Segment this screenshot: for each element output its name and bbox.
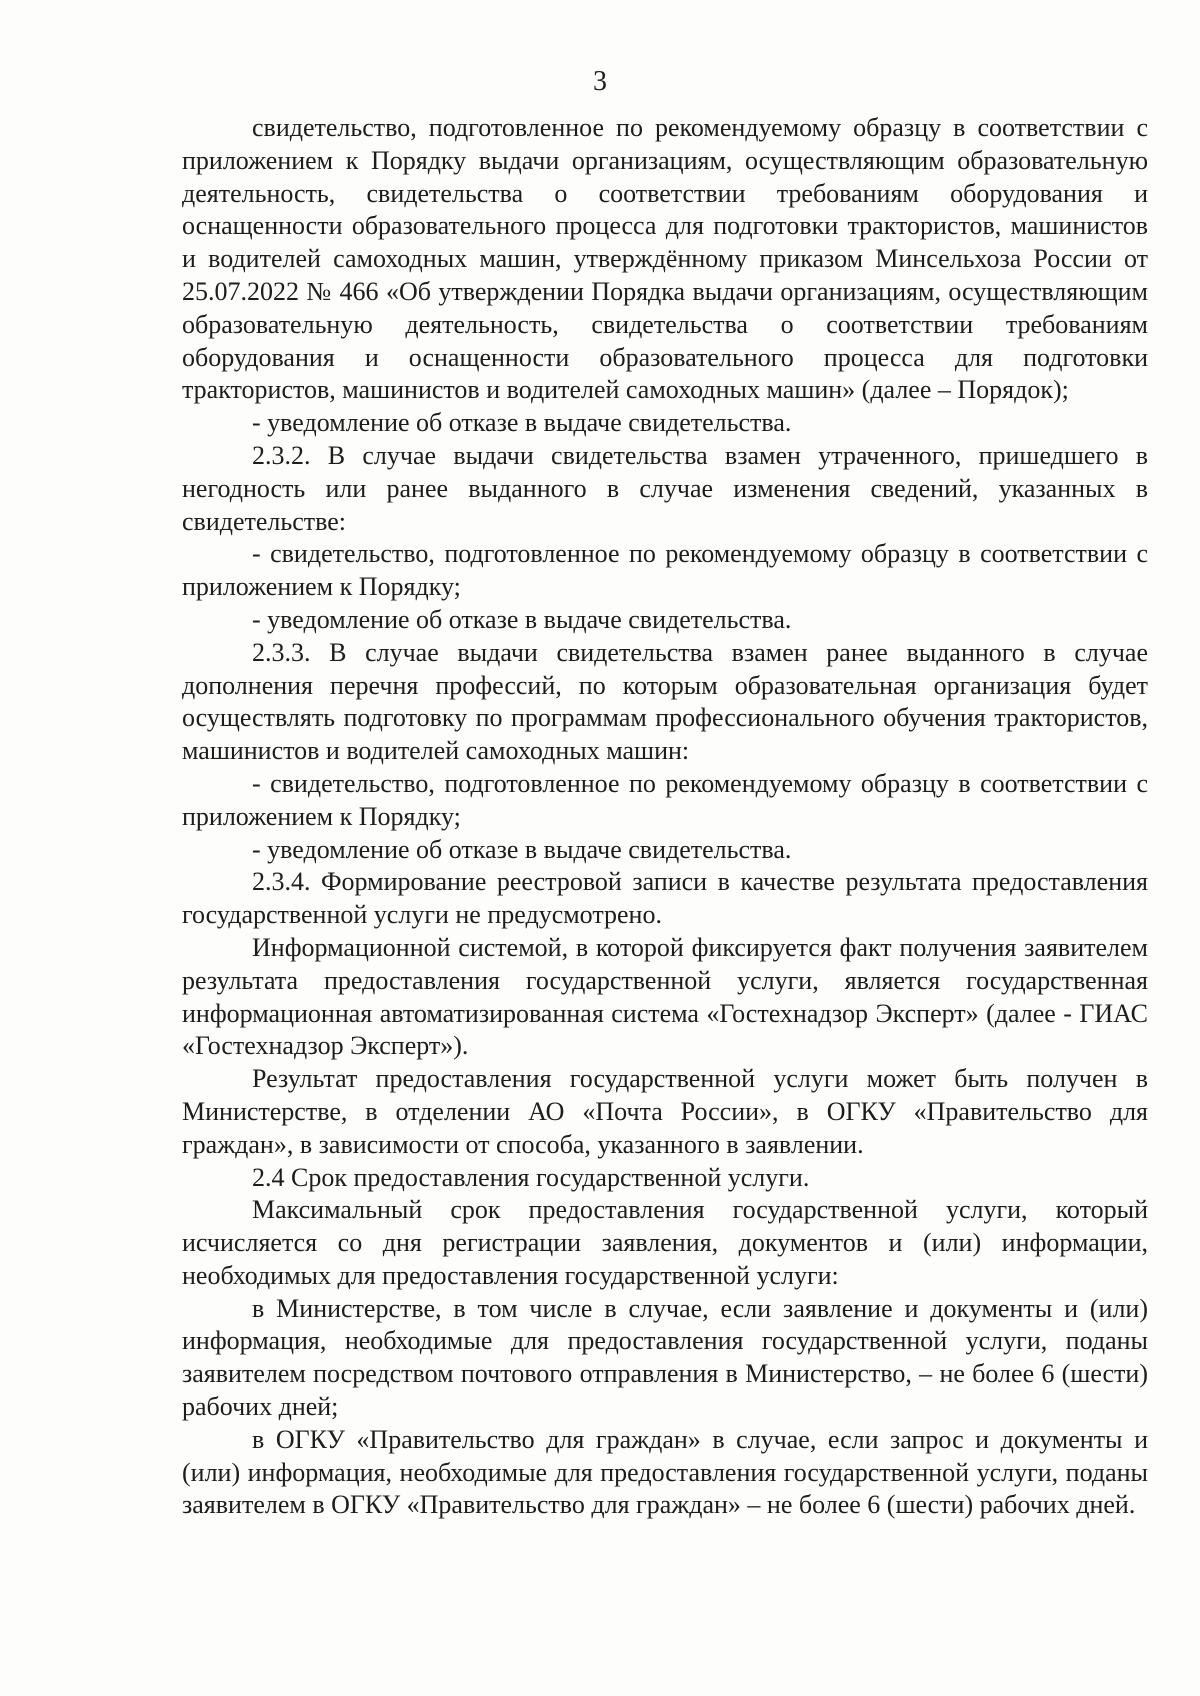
document-body — [182, 112, 1148, 1522]
paragraph-refusal-notice-1: - уведомление об отказе в выдаче свидетельства. — [252, 408, 792, 438]
paragraph-2-3-2: 2.3.2. В случае выдачи свидетельства взамен утраченного, пришедшего в негодность или ранее выданного в случае изменения сведений, указанных в свидетельстве: — [182, 440, 1148, 536]
paragraph-information-system: Информационной системой, в которой фиксируется факт получения заявителем результата предоставления государственной услуги, является государственная информационная автоматизированная система «Гостехнадзор Эксперт» (далее - ГИАС «Гостехнадзор Эксперт»). — [182, 932, 1148, 1061]
paragraph-certificate-item-1: - свидетельство, подготовленное по рекомендуемому образцу в соответствии с приложением к Порядку; — [182, 539, 1148, 602]
paragraph-refusal-notice-2: - уведомление об отказе в выдаче свидетельства. — [252, 604, 792, 634]
paragraph-2-4-heading: 2.4 Срок предоставления государственной услуги. — [252, 1162, 810, 1192]
paragraph-ministry-term: в Министерстве, в том числе в случае, если заявление и документы и (или) информация, необходимые для предоставления государственной услуги, поданы заявителем посредством почтового отправления в Министерство, – не более 6 (шести) рабочих дней; — [182, 1293, 1148, 1422]
paragraph-ogku-term: в ОГКУ «Правительство для граждан» в случае, если запрос и документы и (или) информация, необходимые для предоставления государственной услуги, поданы заявителем в ОГКУ «Правительство для граждан» – не более 6 (шести) рабочих дней. — [182, 1424, 1148, 1520]
paragraph-refusal-notice-3: - уведомление об отказе в выдаче свидетельства. — [252, 834, 792, 864]
paragraph-2-3-4: 2.3.4. Формирование реестровой записи в качестве результата предоставления государственной услуги не предусмотрено. — [182, 867, 1148, 930]
paragraph-maximum-term: Максимальный срок предоставления государственной услуги, который исчисляется со дня регистрации заявления, документов и (или) информации, необходимых для предоставления государственной услуги: — [182, 1195, 1148, 1290]
paragraph-certificate-item-2: - свидетельство, подготовленное по рекомендуемому образцу в соответствии с приложением к Порядку; — [182, 768, 1148, 831]
page-number: 3 — [593, 66, 607, 97]
paragraph-result-receipt: Результат предоставления государственной услуги может быть получен в Министерстве, в отделении АО «Почта России», в ОГКУ «Правительство для граждан», в зависимости от способа, указанного в заявлении. — [182, 1064, 1148, 1159]
paragraph-2-3-3: 2.3.3. В случае выдачи свидетельства взамен ранее выданного в случае дополнения перечня профессий, по которым образовательная организация будет осуществлять подготовку по программам профессионального обучения трактористов, машинистов и водителей самоходных машин: — [182, 637, 1148, 766]
paragraph-certificate-description: свидетельство, подготовленное по рекомендуемому образцу в соответствии с приложением к Порядку выдачи организациям, осуществляющим образовательную деятельность, свидетельства о соответствии требованиям оборудования и оснащенности образовательного процесса для подготовки трактористов, машинистов и водителей самоходных машин, утверждённому приказом Минсельхоза России от 25.07.2022 № 466 «Об утверждении Порядка выдачи организациям, осуществляющим образовательную деятельность, свидетельства о соответствии требованиям оборудования и оснащенности образовательного процесса для подготовки трактористов, машинистов и водителей самоходных машин» (далее – Порядок); — [182, 113, 1148, 405]
